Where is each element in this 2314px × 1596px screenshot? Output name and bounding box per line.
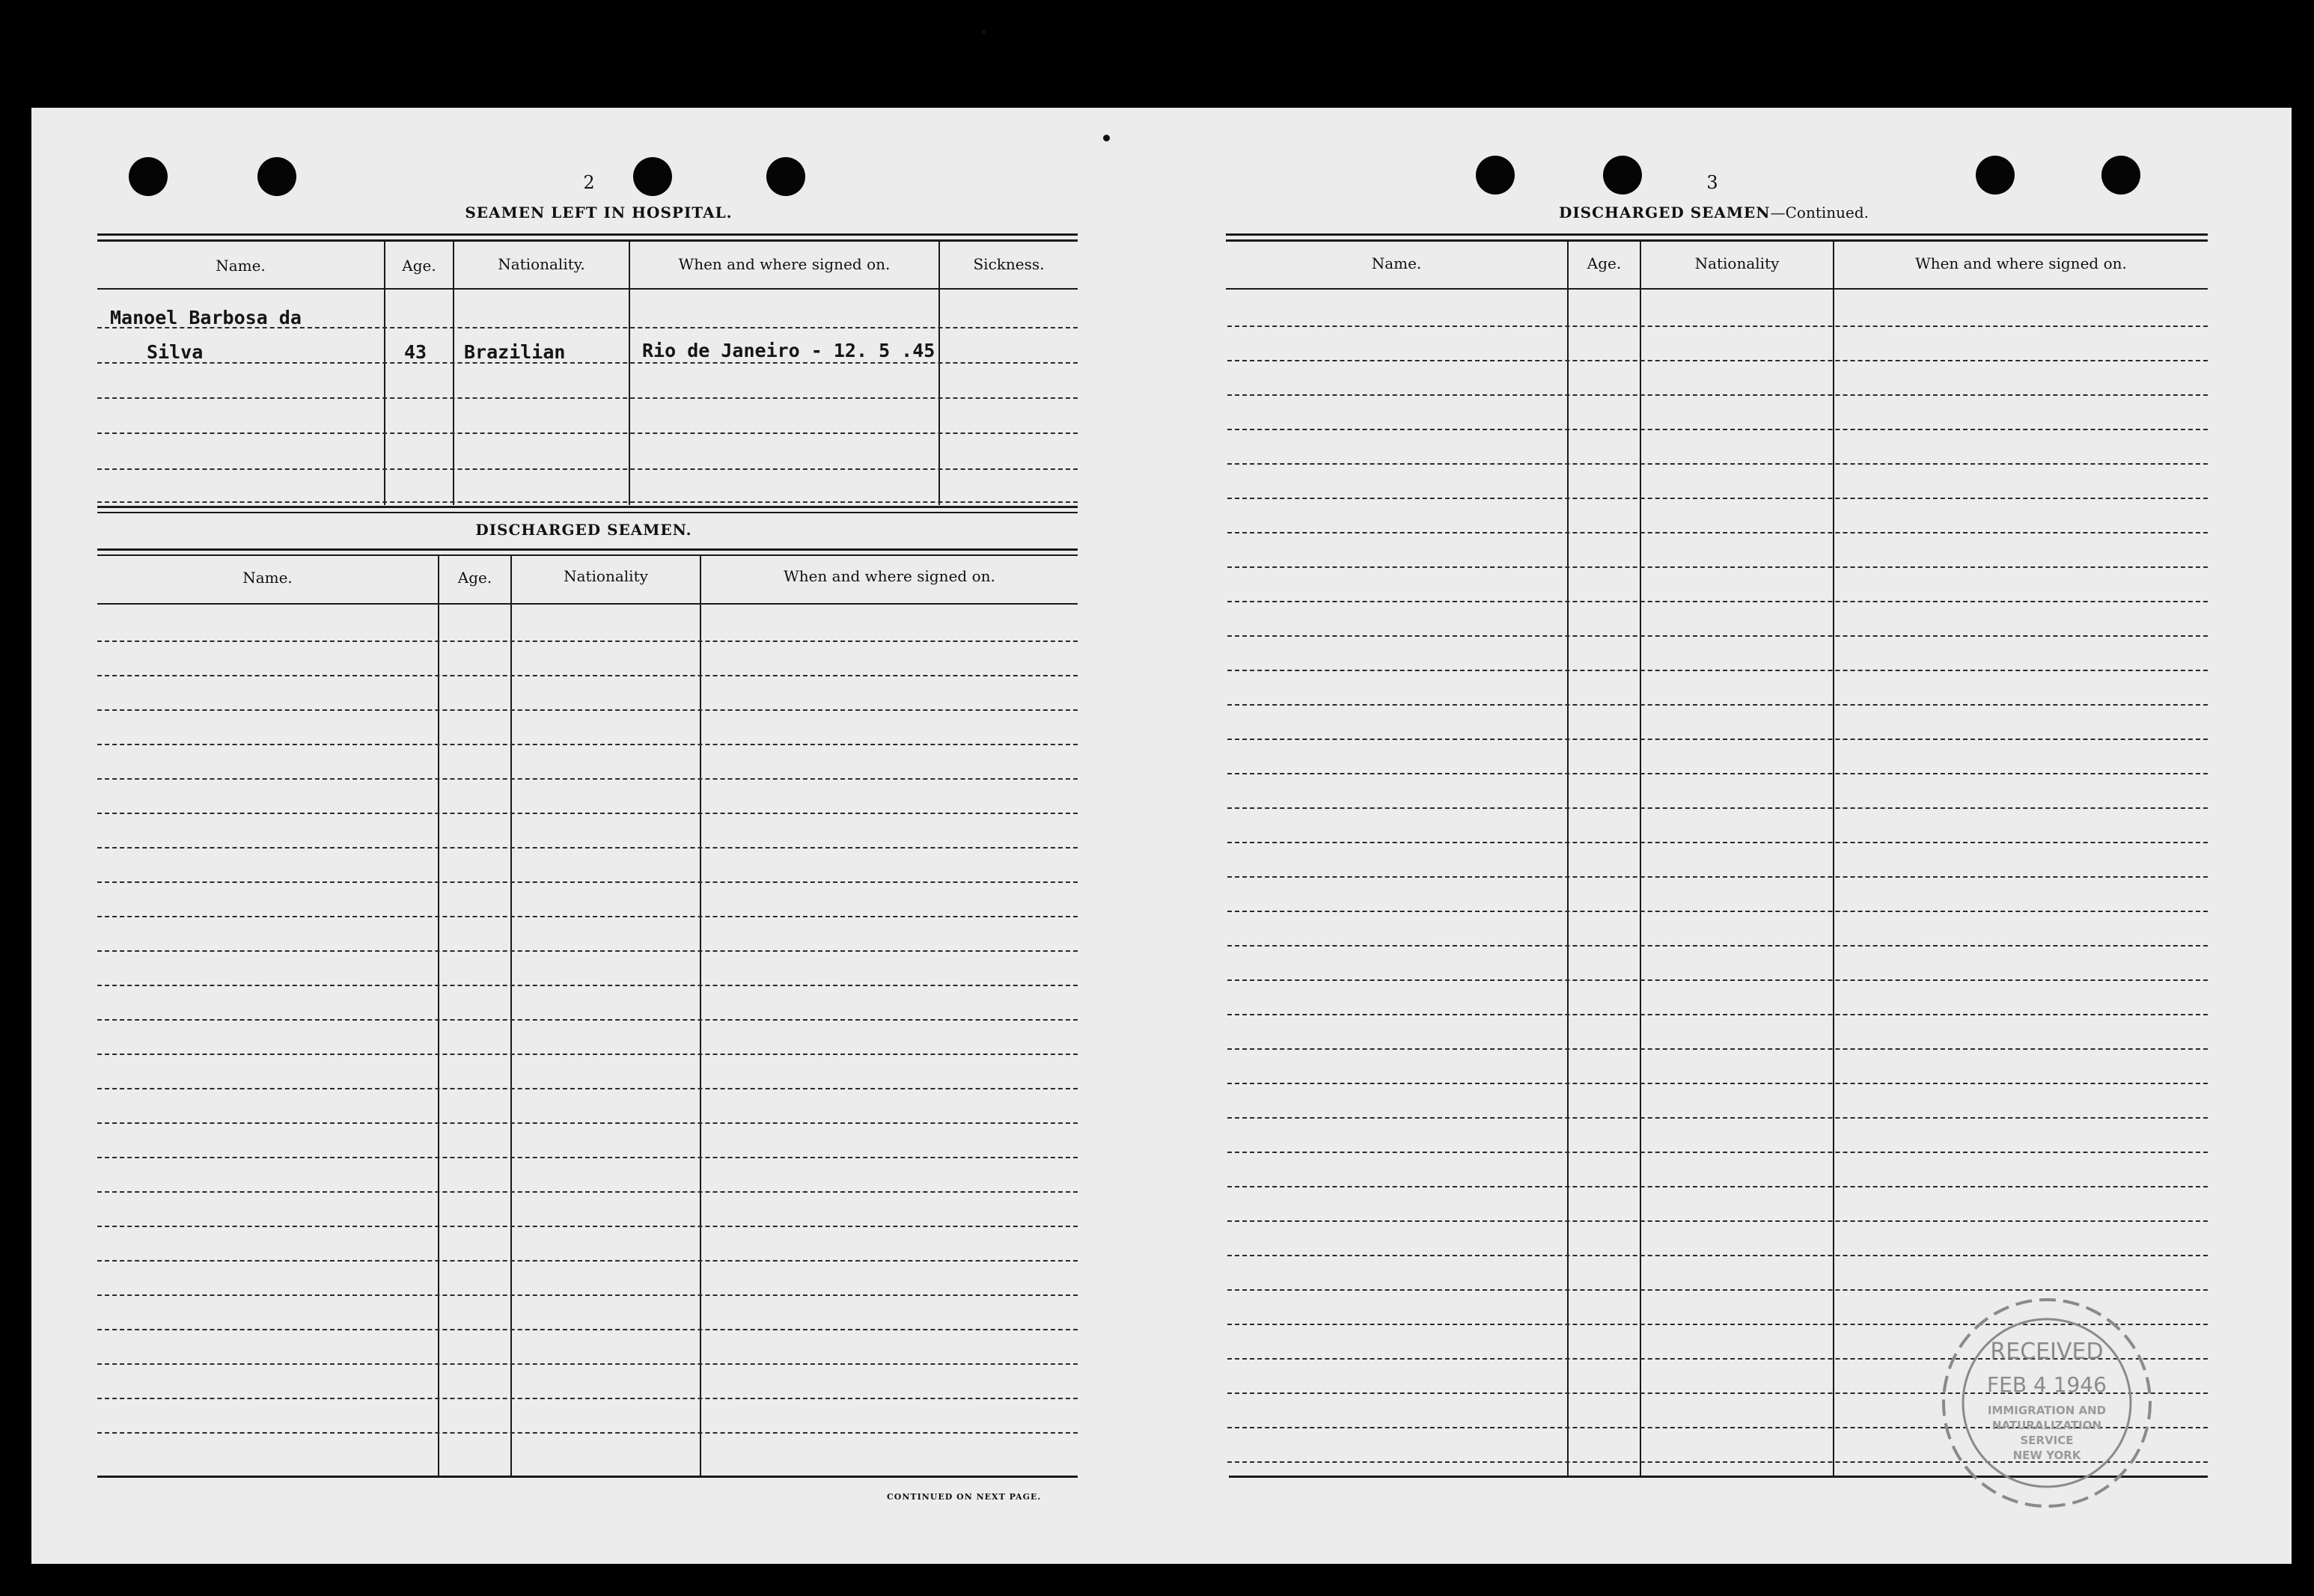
column-divider	[438, 556, 439, 1476]
entry-line	[97, 468, 1078, 470]
entry-line	[1227, 498, 2208, 499]
entry-line	[97, 1294, 1078, 1296]
entry-line	[1227, 635, 2208, 637]
punch-hole	[129, 157, 168, 196]
column-header-nationality: Nationality.	[498, 255, 585, 273]
entry-line	[1227, 842, 2208, 843]
entry-line	[97, 1226, 1078, 1227]
stamp-date: FEB 4 1946	[1987, 1372, 2107, 1397]
hospital-entry-nationality: Brazilian	[464, 341, 566, 363]
column-divider	[938, 242, 940, 505]
entry-line	[1227, 601, 2208, 602]
entry-line	[1227, 739, 2208, 740]
entry-line	[1227, 1152, 2208, 1153]
entry-line	[97, 1019, 1078, 1021]
stamp-line4: NEW YORK	[2012, 1449, 2081, 1462]
entry-line	[1227, 670, 2208, 671]
entry-line	[97, 1329, 1078, 1330]
discharged-continued-title	[1559, 204, 1869, 221]
entry-line	[1227, 532, 2208, 533]
entry-line	[1227, 773, 2208, 774]
entry-line	[97, 675, 1078, 676]
entry-line	[97, 813, 1078, 814]
rule	[1226, 233, 2208, 236]
entry-line	[97, 1191, 1078, 1193]
entry-line	[97, 1122, 1078, 1124]
column-header-name: Name.	[242, 569, 293, 587]
rule	[97, 1476, 1078, 1478]
entry-line	[97, 916, 1078, 917]
entry-line	[97, 397, 1078, 399]
entry-line	[97, 1088, 1078, 1089]
hospital-section-title: SEAMEN LEFT IN HOSPITAL.	[465, 204, 733, 221]
rule	[97, 506, 1078, 508]
entry-line	[1227, 1186, 2208, 1187]
column-divider	[1833, 242, 1834, 1476]
column-divider	[384, 242, 385, 505]
rule	[97, 548, 1078, 551]
entry-line	[1227, 704, 2208, 706]
entry-line	[1227, 429, 2208, 430]
entry-line	[97, 1054, 1078, 1055]
section-title-main: DISCHARGED SEAMEN	[1558, 204, 1771, 221]
column-divider	[629, 242, 630, 505]
entry-line	[1227, 325, 2208, 327]
entry-line	[97, 744, 1078, 745]
entry-line	[97, 1398, 1078, 1399]
entry-line	[1227, 1048, 2208, 1050]
entry-line	[1227, 394, 2208, 396]
entry-line	[97, 950, 1078, 952]
stamp-received: RECEIVED	[1990, 1339, 2104, 1365]
entry-line	[1227, 1289, 2208, 1291]
ink-speck	[982, 30, 986, 34]
column-header-nationality: Nationality	[1694, 254, 1780, 272]
entry-line	[97, 1432, 1078, 1434]
page-number-left: 2	[583, 172, 595, 193]
column-header-signed-on: When and where signed on.	[1915, 254, 2127, 272]
hospital-entry-age: 43	[404, 341, 427, 363]
entry-line	[1227, 876, 2208, 878]
discharged-section-title: DISCHARGED SEAMEN.	[475, 521, 692, 539]
entry-line	[97, 847, 1078, 849]
rule	[1226, 239, 2208, 242]
column-header-signed-on: When and where signed on.	[784, 567, 995, 585]
stamp-line3: SERVICE	[2020, 1434, 2074, 1447]
hospital-entry-name-line1: Manoel Barbosa da	[110, 307, 302, 328]
rule	[97, 512, 1078, 513]
hospital-entry-signed-on: Rio de Janeiro - 12. 5 .45	[642, 340, 935, 361]
entry-line	[1227, 566, 2208, 568]
column-divider	[1567, 242, 1569, 1476]
entry-line	[97, 1157, 1078, 1158]
stamp-line1: IMMIGRATION AND	[1987, 1404, 2107, 1417]
hospital-entry-name-line2: Silva	[147, 341, 204, 363]
received-stamp	[1938, 1294, 2155, 1511]
column-header-age: Age.	[402, 257, 436, 275]
column-header-nationality: Nationality	[564, 567, 648, 585]
punch-hole	[766, 157, 805, 196]
column-header-name: Name.	[1371, 254, 1422, 272]
entry-line	[1227, 1083, 2208, 1084]
column-header-signed-on: When and where signed on.	[678, 255, 891, 273]
entry-line	[97, 1363, 1078, 1365]
column-divider	[1640, 242, 1641, 1476]
punch-hole	[257, 157, 296, 196]
entry-line	[1227, 1255, 2208, 1256]
column-header-sickness: Sickness.	[973, 255, 1045, 273]
punch-hole	[1976, 156, 2015, 195]
stamp-line2: NATURALIZATION	[1991, 1419, 2102, 1432]
punch-hole	[1603, 156, 1642, 195]
entry-line	[97, 362, 1078, 364]
entry-line	[97, 640, 1078, 642]
entry-line	[97, 778, 1078, 780]
entry-line	[1227, 807, 2208, 809]
rule	[97, 288, 1078, 290]
punch-hole	[633, 157, 672, 196]
entry-line	[1227, 979, 2208, 981]
entry-line	[1227, 463, 2208, 465]
entry-line	[97, 432, 1078, 434]
rule	[97, 603, 1078, 605]
entry-line	[1227, 1220, 2208, 1222]
punch-hole	[2101, 156, 2140, 195]
section-title-suffix: —Continued.	[1770, 204, 1869, 221]
entry-line	[1227, 360, 2208, 361]
column-header-age: Age.	[457, 569, 492, 587]
stamp-rings	[1938, 1294, 2155, 1511]
column-divider	[453, 242, 454, 505]
punch-hole	[1476, 156, 1515, 195]
entry-line	[1227, 945, 2208, 947]
ink-speck	[1103, 135, 1110, 141]
column-divider	[510, 556, 512, 1476]
rule	[1226, 288, 2208, 290]
entry-line	[97, 501, 1078, 503]
column-header-age: Age.	[1587, 254, 1622, 272]
entry-line	[1227, 911, 2208, 912]
continued-footer: CONTINUED ON NEXT PAGE.	[887, 1492, 1042, 1502]
column-header-name: Name.	[216, 257, 266, 275]
column-divider	[700, 556, 701, 1476]
rule	[97, 554, 1078, 556]
entry-line	[97, 881, 1078, 883]
page-number-right: 3	[1706, 172, 1718, 193]
entry-line	[1227, 1014, 2208, 1015]
rule	[97, 239, 1078, 242]
entry-line	[97, 1260, 1078, 1262]
entry-line	[1227, 1117, 2208, 1119]
entry-line	[97, 985, 1078, 986]
entry-line	[97, 709, 1078, 711]
rule	[97, 233, 1078, 236]
